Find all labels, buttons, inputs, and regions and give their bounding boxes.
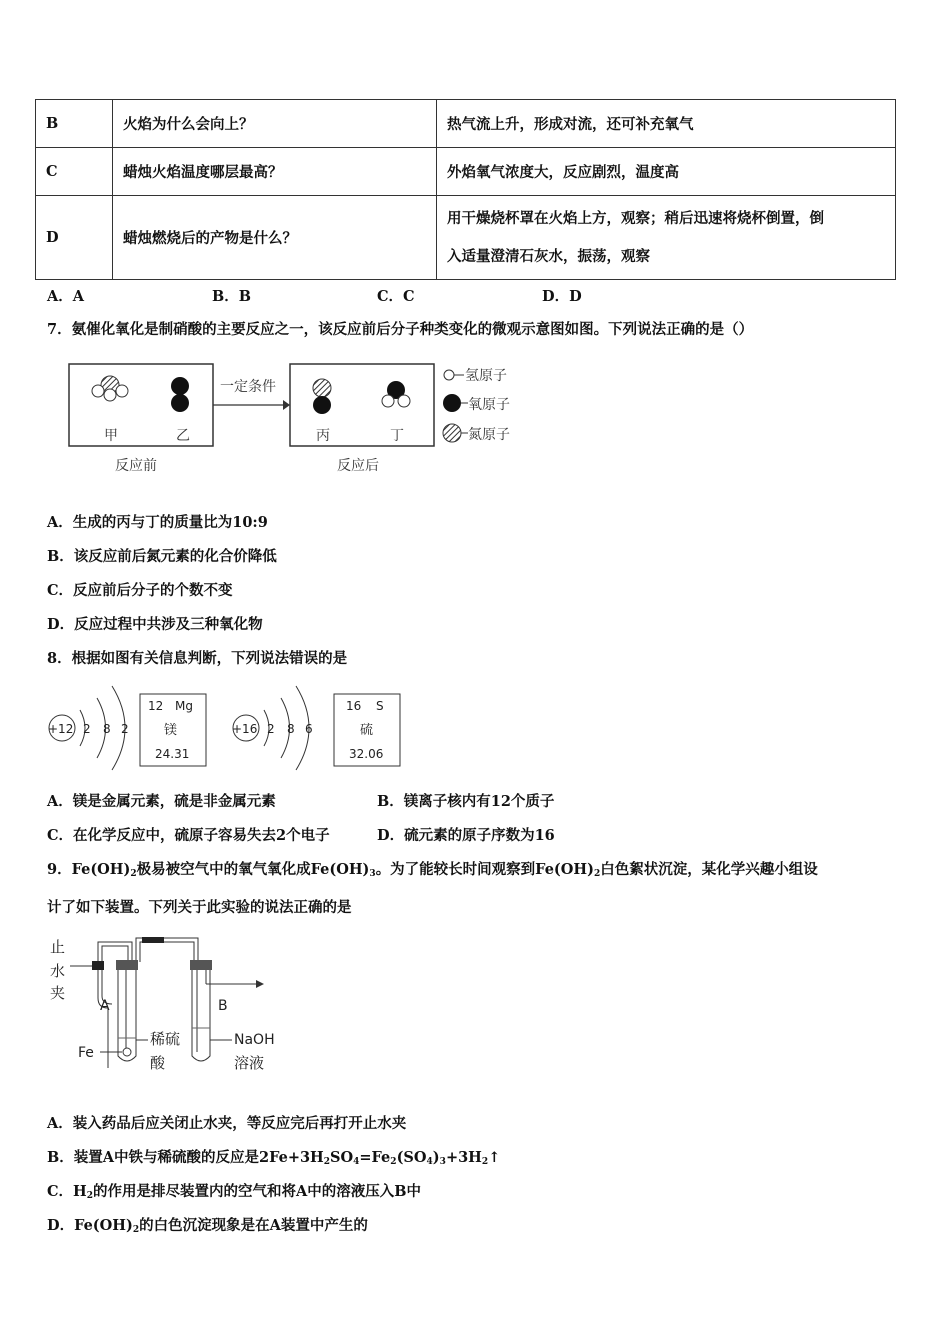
mg-atom-diagram [48, 686, 129, 770]
naoh-label-2: 溶液 [234, 1054, 265, 1072]
row-question: 蜡烛火焰温度哪层最高？ [113, 148, 437, 196]
option-d[interactable]: D．D [542, 288, 582, 305]
legend [443, 368, 510, 443]
q8-option-c[interactable]: C．在化学反应中，硫原子容易失去2个电子 [47, 827, 330, 844]
label-fe: Fe [78, 1045, 94, 1061]
answer-line: 用干燥烧杯罩在火焰上方，观察；稍后迅速将烧杯倒置，倒 [447, 209, 824, 227]
label-b: B [218, 998, 228, 1014]
label-jia: 甲 [104, 428, 118, 444]
mg-mass: 24.31 [155, 747, 190, 761]
q9-stem-line1: 9．$Fe(OH)_2$极易被空气中的氧气氧化成$Fe(OH)_3$。为了能较长时间观察到$Fe(OH)_2$白色絮状沉淀，某化学兴趣小组设 [47, 861, 818, 879]
option-b[interactable]: B．B [212, 288, 252, 305]
q9-option-c[interactable]: C．$H_2$的作用是排尽装置内的空气和将A中的溶液压入B中 [47, 1183, 422, 1201]
acid-label-1: 稀硫 [150, 1030, 181, 1048]
no-molecule [313, 379, 331, 414]
row-question: 火焰为什么会向上？ [113, 100, 437, 148]
q7-option-c[interactable]: C．反应前后分子的个数不变 [47, 582, 233, 599]
table-row [36, 100, 896, 148]
q9-option-b[interactable]: B．装置A中铁与稀硫酸的反应是$2Fe+3H_2SO_4=Fe_2(SO_4)_3+3H_2↑$ [47, 1149, 501, 1167]
mg-symbol: Mg [175, 699, 193, 713]
clamp-label-2: 水 [50, 962, 66, 980]
mg-element-card [140, 694, 206, 766]
q8-option-b[interactable]: B．镁离子核内有12个质子 [377, 793, 555, 810]
stopper-a [116, 960, 138, 970]
row-label: B [36, 100, 113, 148]
q8-option-d[interactable]: D．硫元素的原子序数为16 [377, 827, 555, 844]
s-name: 硫 [360, 723, 374, 738]
stopper-b [190, 960, 212, 970]
row-answer [437, 196, 896, 280]
s-mass: 32.06 [349, 747, 384, 761]
comparison-table [35, 99, 896, 280]
option-c[interactable]: C．C [377, 288, 415, 305]
mg-shell-1: 2 [83, 722, 91, 736]
naoh-label-1: NaOH [234, 1032, 275, 1048]
q7-option-b[interactable]: B．该反应前后氮元素的化合价降低 [47, 548, 277, 565]
s-number: 16 [346, 699, 362, 713]
row-label: D [36, 196, 113, 280]
answer-line: 入适量澄清石灰水，振荡，观察 [447, 247, 650, 265]
mg-shell-3: 2 [121, 722, 129, 736]
mg-shell-2: 8 [103, 722, 111, 736]
q9-option-d[interactable]: D．$Fe(OH)_2$的白色沉淀现象是在A装置中产生的 [47, 1217, 368, 1235]
clamp-label-3: 夹 [50, 984, 66, 1002]
apparatus-figure [42, 928, 292, 1078]
s-atom-diagram [232, 686, 313, 770]
s-shell-3: 6 [305, 722, 313, 736]
acid-label-2: 酸 [150, 1054, 166, 1072]
q9-option-a[interactable]: A．装入药品后应关闭止水夹，等反应完后再打开止水夹 [47, 1115, 407, 1132]
legend-oxygen: 氧原子 [468, 397, 510, 413]
q7-option-a[interactable]: A．生成的丙与丁的质量比为10:9 [47, 514, 268, 531]
s-element-card [334, 694, 400, 766]
label-yi: 乙 [176, 428, 190, 444]
condition-label: 一定条件 [220, 379, 276, 395]
table-row [36, 148, 896, 196]
s-nucleus: +16 [232, 722, 258, 736]
mg-name: 镁 [164, 723, 178, 738]
row-answer: 外焰氧气浓度大，反应剧烈，温度高 [437, 148, 896, 196]
q8-option-a[interactable]: A．镁是金属元素，硫是非金属元素 [47, 793, 276, 810]
before-box [69, 364, 213, 446]
water-molecule [382, 381, 410, 407]
ammonia-molecule [92, 376, 128, 401]
legend-hydrogen: 氢原子 [465, 368, 507, 384]
reaction-diagram [60, 355, 550, 485]
q9-stem-line2: 计了如下装置。下列关于此实验的说法正确的是 [47, 899, 352, 916]
mg-nucleus: +12 [48, 722, 74, 736]
before-label: 反应前 [115, 458, 157, 474]
atom-structure-figure [40, 676, 420, 780]
legend-nitrogen: 氮原子 [468, 427, 510, 443]
clamp-label-1: 止 [50, 938, 66, 956]
s-symbol: S [376, 699, 384, 713]
q7-stem: 7．氨催化氧化是制硝酸的主要反应之一，该反应前后分子种类变化的微观示意图如图。下列说法正确的是（） [47, 321, 754, 338]
row-answer: 热气流上升，形成对流，还可补充氧气 [437, 100, 896, 148]
clamp-icon [92, 961, 104, 970]
q7-option-d[interactable]: D．反应过程中共涉及三种氧化物 [47, 616, 263, 633]
after-label: 反应后 [337, 458, 379, 474]
s-shell-1: 2 [267, 722, 275, 736]
table-row [36, 196, 896, 280]
option-a[interactable]: A．A [47, 288, 85, 305]
q8-stem: 8．根据如图有关信息判断，下列说法错误的是 [47, 650, 348, 667]
oxygen-molecule [171, 377, 189, 412]
label-ding: 丁 [390, 428, 404, 444]
row-label: C [36, 148, 113, 196]
label-a: A [100, 998, 110, 1014]
after-box [290, 364, 434, 446]
mg-number: 12 [148, 699, 164, 713]
row-question: 蜡烛燃烧后的产物是什么？ [113, 196, 437, 280]
s-shell-2: 8 [287, 722, 295, 736]
label-bing: 丙 [316, 428, 330, 444]
